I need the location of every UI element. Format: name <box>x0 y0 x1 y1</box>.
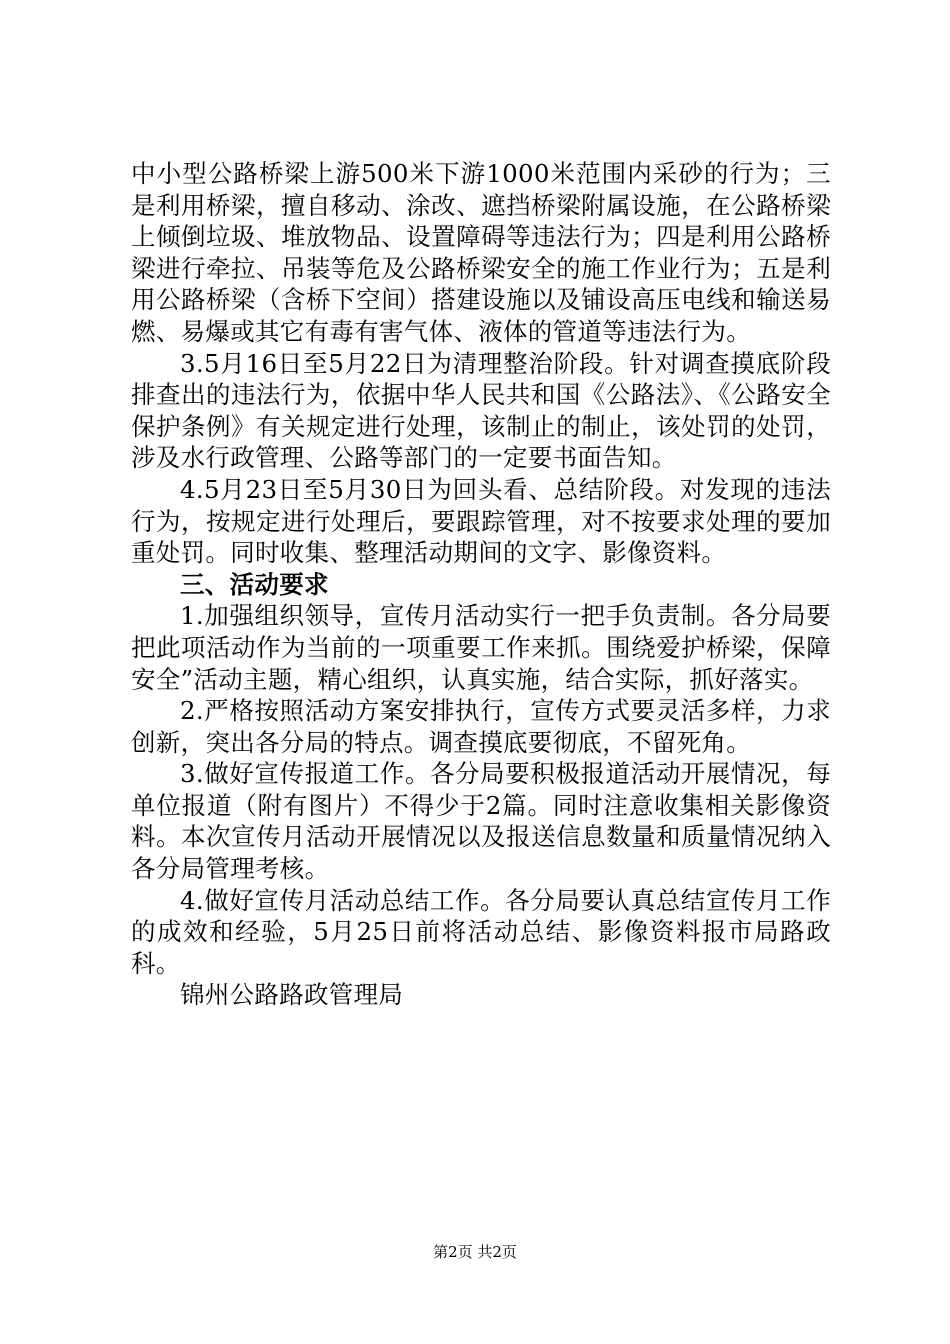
requirement-3: 3.做好宣传报道工作。各分局要积极报道活动开展情况，每单位报道（附有图片）不得少于2篇。同时注意收集相关影像资料。本次宣传月活动开展情况以及报送信息数量和质量情况纳入各分局管理考核。 <box>131 759 832 884</box>
document-body <box>131 158 831 1011</box>
page-footer <box>0 1242 950 1262</box>
section-heading-requirements: 三、活动要求 <box>180 569 329 599</box>
paragraph-continuation: 中小型公路桥梁上游500米下游1000米范围内采砂的行为；三是利用桥梁，擅自移动、涂改、遮挡桥梁附属设施，在公路桥梁上倾倒垃圾、堆放物品、设置障碍等违法行为；四是利用公路桥梁进行牵拉、吊装等危及公路桥梁安全的施工作业行为；五是利用公路桥梁（含桥下空间）搭建设施以及铺设高压电线和输送易燃、易爆或其它有毒有害气体、液体的管道等违法行为。 <box>131 159 831 346</box>
paragraph-stage-3: 3.5月16日至5月22日为清理整治阶段。针对调查摸底阶段排查出的违法行为，依据中华人民共和国《公路法》、《公路安全保护条例》有关规定进行处理，该制止的制止，该处罚的处罚，涉及水行政管理、公路等部门的一定要书面告知。 <box>131 348 831 473</box>
paragraph-stage-4: 4.5月23日至5月30日为回头看、总结阶段。对发现的违法行为，按规定进行处理后，要跟踪管理，对不按要求处理的要加重处罚。同时收集、整理活动期间的文字、影像资料。 <box>131 474 831 568</box>
requirement-1: 1.加强组织领导，宣传月活动实行一把手负责制。各分局要把此项活动作为当前的一项重要工作来抓。围绕爱护桥梁，保障安全”活动主题，精心组织，认真实施，结合实际，抓好落实。 <box>131 601 831 694</box>
requirement-4: 4.做好宣传月活动总结工作。各分局要认真总结宣传月工作的成效和经验，5月25日前将活动总结、影像资料报市局路政科。 <box>131 885 831 978</box>
requirement-2: 2.严格按照活动方案安排执行，宣传方式要灵活多样，力求创新，突出各分局的特点。调查摸底要彻底，不留死角。 <box>131 696 831 757</box>
issuer-signature: 锦州公路路政管理局 <box>180 980 404 1010</box>
page-number-label: 第2页 共2页 <box>433 1243 517 1261</box>
